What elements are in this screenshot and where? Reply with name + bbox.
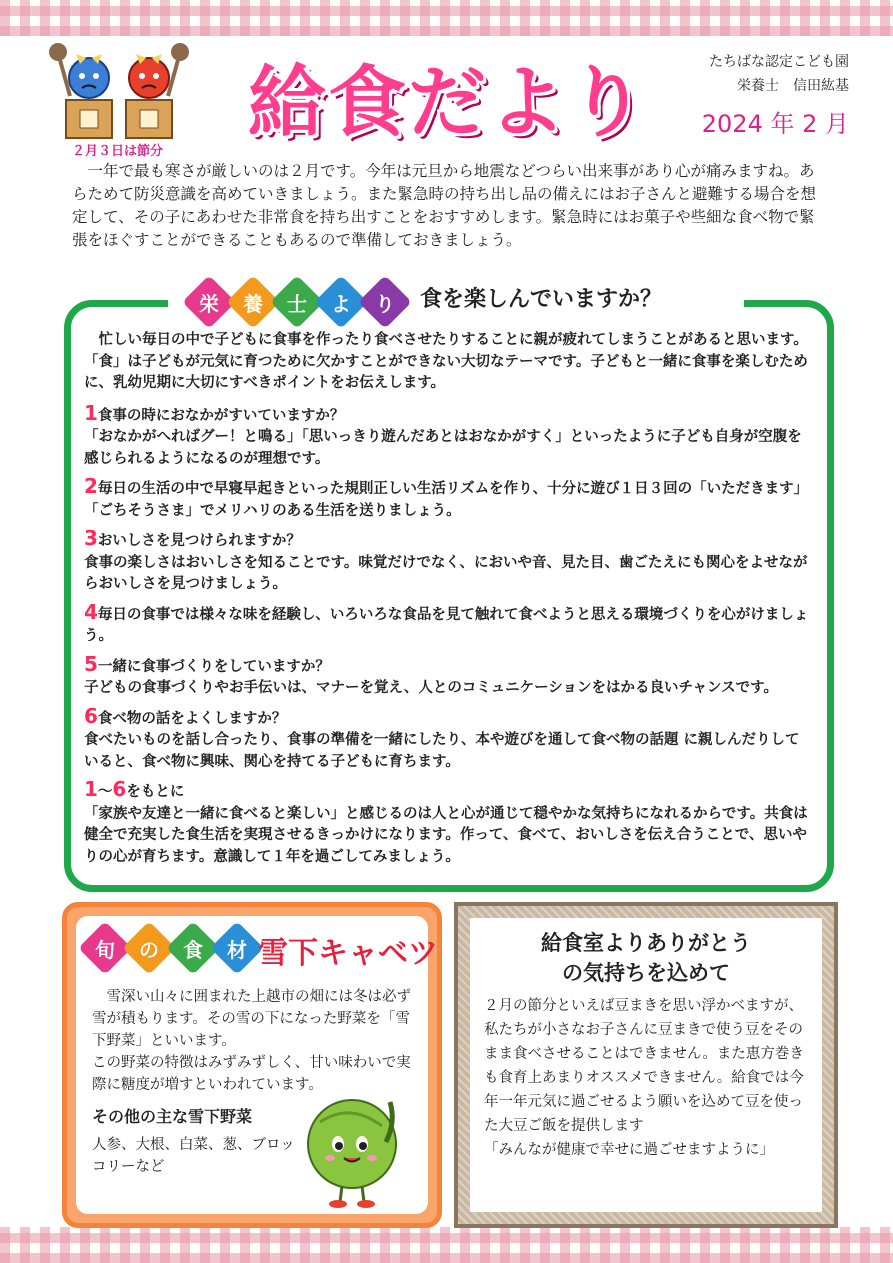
newsletter-title: 給食だより [248, 58, 649, 148]
shun-vegetable-list: 人参、大根、白菜、葱、ブロッコリーなど [92, 1137, 295, 1175]
organization-name: たちばな認定こども園 [709, 54, 849, 70]
shun-chip-label: 材 [227, 937, 247, 962]
thanks-body [484, 994, 812, 1162]
setsubun-caption: ２月３日は節分 [72, 144, 164, 159]
intro-paragraph: 一年で最も寒さが厳しいのは２月です。今年は元旦から地震などつらい出来事があり心が痛みますね。あらためて防災意識を高めていきましょう。また緊急時の持ち出し品の備えにはお子さんと避難する場合を想定して、その子にあわせた非常食を持ち出すことをおすすめします。緊急時にはお菓子や些細な食べ物で緊張をほぐすことができることもあるので準備しておきましょう。 [72, 162, 817, 249]
cabbage-character-icon [300, 1092, 410, 1210]
shun-chip-label: 旬 [95, 937, 115, 962]
point-body: 子どもの食事づくりやお手伝いは、マナーを覚え、人とのコミュニケーションをはかる良いチャンスです。 [84, 680, 778, 696]
shun-paragraph-1: 雪深い山々に囲まれた上越市の畑には冬は必ず雪が積もります。その雪の下になった野菜を「雪下野菜」といいます。 [92, 989, 411, 1049]
eiyoushi-chip-label: り [375, 291, 395, 316]
shun-subtitle: その他の主な雪下野菜 [92, 1107, 253, 1126]
eiyoushi-chip-label: 栄 [199, 291, 219, 316]
eiyoushi-chip-label: 士 [287, 291, 307, 316]
thanks-closing: 「みんなが健康で幸せに過ごせますように」 [484, 1142, 774, 1158]
oni-illustration [44, 36, 194, 140]
shun-chip [210, 921, 264, 975]
point-item [84, 528, 814, 596]
eiyoushi-lead: 忙しい毎日の中で子どもに食事を作ったり食べさせたりすることに親が疲れてしまうことがあると思います。「食」は子どもが元気に育つために欠かすことができない大切なテーマです。子どもと一緒に食事を楽しむために、乳幼児期に大切にすべきポイントをお伝えします。 [84, 332, 808, 391]
gingham-border-top [0, 0, 893, 36]
eiyoushi-chip-label: 養 [243, 291, 263, 316]
point-number: 5 [84, 651, 98, 676]
point-heading: 食べ物の話をよくしますか？ [97, 710, 287, 727]
eiyoushi-section-title: 食を楽しんでいますか？ [420, 287, 663, 312]
point-item [84, 703, 814, 774]
point-item [84, 651, 814, 700]
eiyoushi-content [84, 330, 814, 868]
summary-heading [84, 779, 814, 804]
point-item [84, 476, 814, 522]
point-heading: 毎日の食事では様々な味を経験し、いろいろな食品を見て触れて食べようと思える環境づくりを心がけましょう。 [84, 606, 809, 644]
shun-chip-row [80, 924, 260, 972]
point-number: 3 [84, 526, 98, 550]
point-body: 「おなかがへればグー！と鳴る」「思いっきり遊んだあとはおなかがすく」といったように子ども自身が空腹を感じられるようになるのが理想です。 [84, 429, 802, 467]
gingham-border-bottom [0, 1227, 893, 1263]
shun-description [92, 986, 418, 1096]
point-heading: 食事の時におなかがすいていますか？ [97, 407, 345, 424]
summary-tilde: ～ [97, 784, 113, 800]
point-item [84, 400, 814, 471]
shun-chip-label: 食 [183, 937, 203, 962]
point-body: 食事の楽しさはおいしさを知ることです。味覚だけでなく、においや音、見た目、歯ごたえにも関心をよせながらおいしさを見つけましょう。 [84, 554, 808, 592]
point-number: 4 [84, 599, 98, 624]
summary-to-number: 6 [112, 777, 127, 801]
point-body: 食べたいものを話し合ったり、食事の準備を一緒にしたり、本や遊びを通して食べ物の話題 に親しんだりしていると、食べ物に興味、関心を持てる子どもに育ちます。 [84, 732, 800, 770]
thanks-title [470, 928, 822, 988]
point-number: 6 [84, 703, 98, 728]
summary-from-number: 1 [84, 777, 98, 801]
author-name: 栄養士 信田紘基 [737, 78, 849, 94]
point-item [84, 599, 814, 648]
thanks-paragraph: ２月の節分といえば豆まきを思い浮かべますが、私たちが小さなお子さんに豆まきで使う豆をそのまま食べさせることはできません。また恵方巻きも食育上あまりオススメできません。給食では今年一年元気に過ごせるよう願いを込めて豆を使った大豆ご飯を提供します [484, 998, 804, 1134]
eiyoushi-chip-label: よ [331, 291, 351, 316]
eiyoushi-chip-row [184, 278, 404, 326]
shun-title: 雪下キャベツ [258, 936, 438, 971]
point-heading: 一緒に食事づくりをしていますか？ [97, 658, 330, 675]
header-info [709, 50, 849, 98]
summary-body: 「家族や友達と一緒に食べると楽しい」と感じるのは人と心が通じて穏やかな気持ちになれるからです。共食は健全で充実した食生活を実現させるきっかけになります。作って、食べて、おいしさを伝え合うことで、思いやりの心が育ちます。意識して１年を過ごしてみましょう。 [84, 805, 808, 865]
shun-paragraph-2: この野菜の特徴はみずみずしく、甘い味わいで実際に糖度が増すといわれています。 [92, 1055, 411, 1093]
thanks-title-line1: 給食室よりありがとう [541, 931, 751, 955]
thanks-title-line2: の気持ちを込めて [562, 961, 730, 985]
summary-heading-text: をもとに [126, 784, 185, 800]
point-heading: 毎日の生活の中で早寝早起きといった規則正しい生活リズムを作り、十分に遊び１日３回の「いただきます」「ごちそうさま」でメリハリのある生活を送りましょう。 [84, 481, 809, 519]
issue-date: 2024 年 2 月 [701, 110, 849, 138]
shun-chip-label: の [139, 937, 159, 962]
point-number: 2 [84, 474, 98, 498]
point-list [84, 400, 814, 774]
eiyoushi-chip [358, 275, 412, 329]
point-heading: おいしさを見つけられますか？ [97, 533, 301, 549]
point-number: 1 [84, 400, 98, 425]
